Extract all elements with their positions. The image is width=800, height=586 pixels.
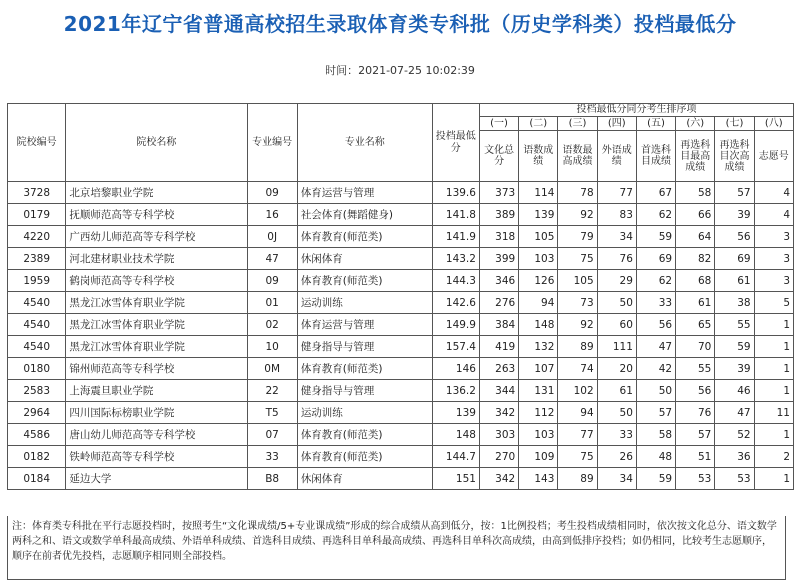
- tiebreak-value-cell: 131: [519, 380, 558, 402]
- tiebreak-value-cell: 56: [636, 314, 675, 336]
- tiebreak-value-cell: 58: [676, 182, 715, 204]
- school-name-cell: 延边大学: [66, 468, 247, 490]
- tiebreak-value-cell: 419: [479, 336, 518, 358]
- school-code-cell: 0184: [8, 468, 66, 490]
- tiebreak-value-cell: 105: [558, 270, 597, 292]
- tiebreak-value-cell: 61: [715, 270, 754, 292]
- tiebreak-value-cell: 384: [479, 314, 518, 336]
- tiebreak-value-cell: 1: [754, 424, 793, 446]
- tiebreak-value-cell: 58: [636, 424, 675, 446]
- tiebreak-value-cell: 46: [715, 380, 754, 402]
- tiebreak-value-cell: 373: [479, 182, 518, 204]
- table-row: [8, 468, 794, 490]
- header-sub-elective-max: 再选科目最高成绩: [676, 131, 715, 182]
- header-ordinal: (一): [479, 117, 518, 131]
- tiebreak-value-cell: 33: [597, 424, 636, 446]
- tiebreak-value-cell: 36: [715, 446, 754, 468]
- school-code-cell: 4540: [8, 314, 66, 336]
- major-name-cell: 休闲体育: [297, 468, 432, 490]
- tiebreak-value-cell: 65: [676, 314, 715, 336]
- major-code-cell: B8: [247, 468, 297, 490]
- tiebreak-value-cell: 318: [479, 226, 518, 248]
- major-name-cell: 体育教育(师范类): [297, 424, 432, 446]
- tiebreak-value-cell: 76: [597, 248, 636, 270]
- major-name-cell: 社会体育(舞蹈健身): [297, 204, 432, 226]
- tiebreak-value-cell: 68: [676, 270, 715, 292]
- header-ordinal: (六): [676, 117, 715, 131]
- tiebreak-value-cell: 69: [636, 248, 675, 270]
- header-min-score: 投档最低分: [432, 104, 479, 182]
- school-code-cell: 2389: [8, 248, 66, 270]
- major-code-cell: 10: [247, 336, 297, 358]
- tiebreak-value-cell: 148: [519, 314, 558, 336]
- tiebreak-value-cell: 346: [479, 270, 518, 292]
- tiebreak-value-cell: 92: [558, 314, 597, 336]
- tiebreak-value-cell: 126: [519, 270, 558, 292]
- tiebreak-value-cell: 92: [558, 204, 597, 226]
- tiebreak-value-cell: 303: [479, 424, 518, 446]
- school-name-cell: 黑龙江冰雪体育职业学院: [66, 314, 247, 336]
- tiebreak-value-cell: 50: [636, 380, 675, 402]
- school-name-cell: 锦州师范高等专科学校: [66, 358, 247, 380]
- tiebreak-value-cell: 89: [558, 468, 597, 490]
- tiebreak-value-cell: 75: [558, 248, 597, 270]
- school-code-cell: 3728: [8, 182, 66, 204]
- min-score-cell: 148: [432, 424, 479, 446]
- table-row: [8, 424, 794, 446]
- tiebreak-value-cell: 3: [754, 248, 793, 270]
- school-name-cell: 四川国际标榜职业学院: [66, 402, 247, 424]
- tiebreak-value-cell: 47: [715, 402, 754, 424]
- footnote: 注：体育类专科批在平行志愿投档时，按照考生“文化课成绩/5+专业课成绩”形成的综合成绩从高到低分，按：1比例投档；考生投档成绩相同时，依次按文化总分、语文数学两科之和、语文或数学单科最高成绩、外语单科成绩、首选科目成绩、再选科目单科最高成绩、再选科目单科次高成绩，由高到低排序投档；如仍相同，比较考生志愿顺序，顺序在前者优先投档，志愿顺序相同则全部投档。: [7, 516, 786, 580]
- table-row: [8, 358, 794, 380]
- major-code-cell: 0J: [247, 226, 297, 248]
- tiebreak-value-cell: 344: [479, 380, 518, 402]
- major-code-cell: 22: [247, 380, 297, 402]
- tiebreak-value-cell: 389: [479, 204, 518, 226]
- tiebreak-value-cell: 59: [636, 468, 675, 490]
- major-code-cell: 01: [247, 292, 297, 314]
- tiebreak-value-cell: 64: [676, 226, 715, 248]
- min-score-cell: 136.2: [432, 380, 479, 402]
- school-name-cell: 黑龙江冰雪体育职业学院: [66, 336, 247, 358]
- tiebreak-value-cell: 342: [479, 402, 518, 424]
- table-row: [8, 270, 794, 292]
- tiebreak-value-cell: 59: [636, 226, 675, 248]
- tiebreak-value-cell: 33: [636, 292, 675, 314]
- tiebreak-value-cell: 143: [519, 468, 558, 490]
- table-row: [8, 336, 794, 358]
- table-row: [8, 204, 794, 226]
- tiebreak-value-cell: 67: [636, 182, 675, 204]
- tiebreak-value-cell: 94: [558, 402, 597, 424]
- school-name-cell: 抚顺师范高等专科学校: [66, 204, 247, 226]
- header-major-code: 专业编号: [247, 104, 297, 182]
- major-code-cell: 02: [247, 314, 297, 336]
- tiebreak-value-cell: 47: [636, 336, 675, 358]
- school-code-cell: 4540: [8, 336, 66, 358]
- tiebreak-value-cell: 38: [715, 292, 754, 314]
- tiebreak-value-cell: 276: [479, 292, 518, 314]
- tiebreak-value-cell: 103: [519, 248, 558, 270]
- tiebreak-value-cell: 53: [715, 468, 754, 490]
- tiebreak-value-cell: 3: [754, 270, 793, 292]
- major-code-cell: 09: [247, 270, 297, 292]
- table-row: [8, 380, 794, 402]
- tiebreak-value-cell: 109: [519, 446, 558, 468]
- major-name-cell: 休闲体育: [297, 248, 432, 270]
- school-name-cell: 上海震旦职业学院: [66, 380, 247, 402]
- min-score-cell: 144.7: [432, 446, 479, 468]
- tiebreak-value-cell: 34: [597, 226, 636, 248]
- tiebreak-value-cell: 73: [558, 292, 597, 314]
- tiebreak-value-cell: 26: [597, 446, 636, 468]
- tiebreak-value-cell: 74: [558, 358, 597, 380]
- tiebreak-value-cell: 60: [597, 314, 636, 336]
- header-ordinal: (七): [715, 117, 754, 131]
- header-ordinal: (三): [558, 117, 597, 131]
- min-score-cell: 142.6: [432, 292, 479, 314]
- header-sub-preference-no: 志愿号: [754, 131, 793, 182]
- tiebreak-value-cell: 51: [676, 446, 715, 468]
- header-sub-elective-second: 再选科目次高成绩: [715, 131, 754, 182]
- major-name-cell: 运动训练: [297, 402, 432, 424]
- major-name-cell: 体育运营与管理: [297, 314, 432, 336]
- school-code-cell: 2583: [8, 380, 66, 402]
- tiebreak-value-cell: 270: [479, 446, 518, 468]
- tiebreak-value-cell: 48: [636, 446, 675, 468]
- tiebreak-value-cell: 4: [754, 182, 793, 204]
- tiebreak-value-cell: 112: [519, 402, 558, 424]
- tiebreak-value-cell: 66: [676, 204, 715, 226]
- tiebreak-value-cell: 56: [715, 226, 754, 248]
- header-sub-chinese-math-max: 语数最高成绩: [558, 131, 597, 182]
- tiebreak-value-cell: 29: [597, 270, 636, 292]
- tiebreak-value-cell: 52: [715, 424, 754, 446]
- tiebreak-value-cell: 50: [597, 292, 636, 314]
- header-school-code: 院校编号: [8, 104, 66, 182]
- tiebreak-value-cell: 62: [636, 204, 675, 226]
- tiebreak-value-cell: 57: [636, 402, 675, 424]
- table-row: [8, 446, 794, 468]
- tiebreak-value-cell: 1: [754, 380, 793, 402]
- school-name-cell: 铁岭师范高等专科学校: [66, 446, 247, 468]
- tiebreak-value-cell: 105: [519, 226, 558, 248]
- school-name-cell: 唐山幼儿师范高等专科学校: [66, 424, 247, 446]
- tiebreak-value-cell: 102: [558, 380, 597, 402]
- tiebreak-value-cell: 83: [597, 204, 636, 226]
- tiebreak-value-cell: 56: [676, 380, 715, 402]
- table-row: [8, 314, 794, 336]
- school-name-cell: 黑龙江冰雪体育职业学院: [66, 292, 247, 314]
- tiebreak-value-cell: 59: [715, 336, 754, 358]
- min-score-cell: 149.9: [432, 314, 479, 336]
- major-name-cell: 体育教育(师范类): [297, 270, 432, 292]
- major-code-cell: 47: [247, 248, 297, 270]
- tiebreak-value-cell: 4: [754, 204, 793, 226]
- header-school-name: 院校名称: [66, 104, 247, 182]
- header-sub-first-choice: 首选科目成绩: [636, 131, 675, 182]
- header-ordinal: (四): [597, 117, 636, 131]
- school-code-cell: 0182: [8, 446, 66, 468]
- major-code-cell: 33: [247, 446, 297, 468]
- major-name-cell: 体育教育(师范类): [297, 446, 432, 468]
- header-sub-cultural-total: 文化总分: [479, 131, 518, 182]
- school-code-cell: 0179: [8, 204, 66, 226]
- tiebreak-value-cell: 42: [636, 358, 675, 380]
- min-score-cell: 139.6: [432, 182, 479, 204]
- min-score-cell: 141.9: [432, 226, 479, 248]
- tiebreak-value-cell: 94: [519, 292, 558, 314]
- tiebreak-value-cell: 62: [636, 270, 675, 292]
- school-code-cell: 0180: [8, 358, 66, 380]
- table-row: [8, 292, 794, 314]
- tiebreak-value-cell: 11: [754, 402, 793, 424]
- tiebreak-value-cell: 77: [558, 424, 597, 446]
- tiebreak-value-cell: 34: [597, 468, 636, 490]
- tiebreak-value-cell: 77: [597, 182, 636, 204]
- tiebreak-value-cell: 55: [715, 314, 754, 336]
- major-code-cell: 07: [247, 424, 297, 446]
- major-name-cell: 运动训练: [297, 292, 432, 314]
- min-score-cell: 143.2: [432, 248, 479, 270]
- tiebreak-value-cell: 61: [676, 292, 715, 314]
- tiebreak-value-cell: 2: [754, 446, 793, 468]
- header-major-name: 专业名称: [297, 104, 432, 182]
- tiebreak-value-cell: 50: [597, 402, 636, 424]
- min-score-cell: 144.3: [432, 270, 479, 292]
- school-code-cell: 4586: [8, 424, 66, 446]
- tiebreak-value-cell: 57: [715, 182, 754, 204]
- major-name-cell: 健身指导与管理: [297, 336, 432, 358]
- tiebreak-value-cell: 79: [558, 226, 597, 248]
- tiebreak-value-cell: 111: [597, 336, 636, 358]
- major-code-cell: 16: [247, 204, 297, 226]
- header-sub-chinese-math: 语数成绩: [519, 131, 558, 182]
- tiebreak-value-cell: 107: [519, 358, 558, 380]
- tiebreak-value-cell: 1: [754, 358, 793, 380]
- tiebreak-value-cell: 53: [676, 468, 715, 490]
- header-sub-foreign-language: 外语成绩: [597, 131, 636, 182]
- admission-table: [7, 103, 794, 490]
- school-code-cell: 1959: [8, 270, 66, 292]
- header-ordinal: (八): [754, 117, 793, 131]
- tiebreak-value-cell: 69: [715, 248, 754, 270]
- tiebreak-value-cell: 132: [519, 336, 558, 358]
- tiebreak-value-cell: 39: [715, 204, 754, 226]
- table-row: [8, 248, 794, 270]
- table-row: [8, 226, 794, 248]
- header-ordinal: (五): [636, 117, 675, 131]
- tiebreak-value-cell: 139: [519, 204, 558, 226]
- school-name-cell: 鹤岗师范高等专科学校: [66, 270, 247, 292]
- tiebreak-value-cell: 263: [479, 358, 518, 380]
- min-score-cell: 146: [432, 358, 479, 380]
- tiebreak-value-cell: 78: [558, 182, 597, 204]
- school-name-cell: 广西幼儿师范高等专科学校: [66, 226, 247, 248]
- tiebreak-value-cell: 103: [519, 424, 558, 446]
- timestamp: 时间：2021-07-25 10:02:39: [325, 64, 475, 77]
- tiebreak-value-cell: 1: [754, 336, 793, 358]
- major-code-cell: 09: [247, 182, 297, 204]
- min-score-cell: 141.8: [432, 204, 479, 226]
- tiebreak-value-cell: 70: [676, 336, 715, 358]
- tiebreak-value-cell: 89: [558, 336, 597, 358]
- header-tiebreak-group: 投档最低分同分考生排序项: [479, 104, 793, 117]
- school-name-cell: 北京培黎职业学院: [66, 182, 247, 204]
- min-score-cell: 139: [432, 402, 479, 424]
- min-score-cell: 151: [432, 468, 479, 490]
- tiebreak-value-cell: 76: [676, 402, 715, 424]
- tiebreak-value-cell: 82: [676, 248, 715, 270]
- major-name-cell: 体育教育(师范类): [297, 226, 432, 248]
- school-code-cell: 4220: [8, 226, 66, 248]
- tiebreak-value-cell: 399: [479, 248, 518, 270]
- major-code-cell: T5: [247, 402, 297, 424]
- tiebreak-value-cell: 61: [597, 380, 636, 402]
- major-code-cell: 0M: [247, 358, 297, 380]
- page-title: 2021年辽宁省普通高校招生录取体育类专科批（历史学科类）投档最低分: [63, 12, 737, 36]
- major-name-cell: 体育运营与管理: [297, 182, 432, 204]
- min-score-cell: 157.4: [432, 336, 479, 358]
- table-row: [8, 182, 794, 204]
- school-code-cell: 2964: [8, 402, 66, 424]
- school-code-cell: 4540: [8, 292, 66, 314]
- tiebreak-value-cell: 57: [676, 424, 715, 446]
- school-name-cell: 河北建材职业技术学院: [66, 248, 247, 270]
- tiebreak-value-cell: 1: [754, 314, 793, 336]
- header-ordinal: (二): [519, 117, 558, 131]
- tiebreak-value-cell: 3: [754, 226, 793, 248]
- tiebreak-value-cell: 55: [676, 358, 715, 380]
- table-row: [8, 402, 794, 424]
- major-name-cell: 健身指导与管理: [297, 380, 432, 402]
- tiebreak-value-cell: 114: [519, 182, 558, 204]
- tiebreak-value-cell: 20: [597, 358, 636, 380]
- tiebreak-value-cell: 5: [754, 292, 793, 314]
- tiebreak-value-cell: 1: [754, 468, 793, 490]
- tiebreak-value-cell: 39: [715, 358, 754, 380]
- major-name-cell: 体育教育(师范类): [297, 358, 432, 380]
- tiebreak-value-cell: 342: [479, 468, 518, 490]
- tiebreak-value-cell: 75: [558, 446, 597, 468]
